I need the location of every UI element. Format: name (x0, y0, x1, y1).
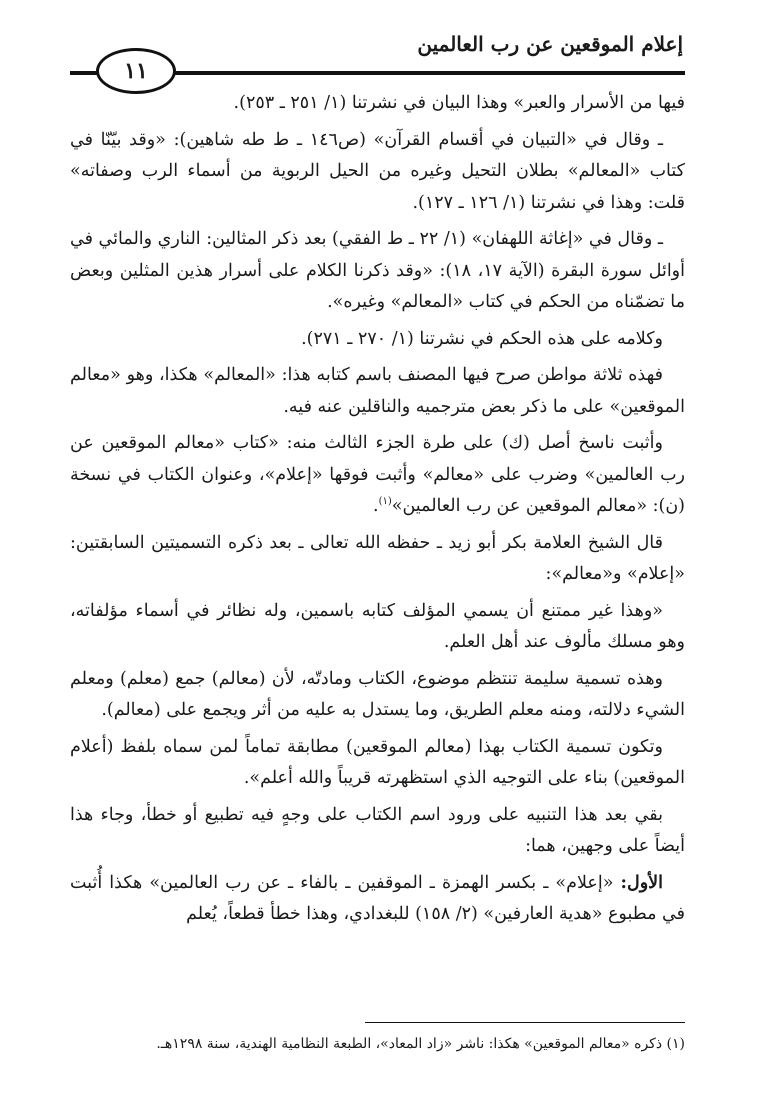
paragraph-7: قال الشيخ العلامة بكر أبو زيد ـ حفظه الله تعالى ـ بعد ذكره التسميتين السابقتين: «إعلام» و«معالم»: (70, 532, 685, 584)
paragraph-9: وهذه تسمية سليمة تنتظم موضوع، الكتاب ومادتّه، لأن (معالم) جمع (معلم) ومعلم الشيء دلالته، ومنه معلم الطريق، وما يستدل به عليه من أثر ويجمع على (معالم). (70, 668, 685, 720)
paragraph-8: «وهذا غير ممتنع أن يسمي المؤلف كتابه باسمين، وله نظائر في أسماء مؤلفاته، وهو مسلك مألوف عند أهل العلم. (70, 600, 685, 652)
paragraph-4: وكلامه على هذه الحكم في نشرتنا (١/ ٢٧٠ ـ ٢٧١). (301, 328, 663, 349)
first-label: الأول: (620, 872, 663, 893)
running-title: إعلام الموقعين عن رب العالمين (417, 32, 683, 56)
paragraph-6-text: وأثبت ناسخ أصل (ك) على طرة الجزء الثالث منه: «كتاب «معالم الموقعين عن رب العالمين» وضرب على «معالم» وأثبت فوقها «إعلام»، وعنوان الكتاب في نسخة (ن): «معالم الموقعين عن رب العالمين» (70, 433, 685, 516)
paragraph-10: وتكون تسمية الكتاب بهذا (معالم الموقعين) مطابقة تماماً لمن سماه بلفظ (أعلام الموقعين) بناء على التوجيه الذي استظهرته قريباً والله أعلم». (70, 736, 685, 788)
footnote-rule (365, 1022, 685, 1023)
paragraph-2: ـ وقال في «التبيان في أقسام القرآن» (ص١٤٦ ـ ط طه شاهين): «وقد بيّنّا في كتاب «المعالم» بطلان التحيل وغيره من الحيل الربوية من أسماء الرب وصفاته» قلت: وهذا في نشرتنا (١/ ١٢٦ ـ ١٢٧). (70, 129, 685, 213)
paragraph-12-text: «إعلام» ـ بكسر الهمزة ـ الموقفين ـ بالفاء ـ عن رب العالمين» هكذا أُثبت في مطبوع «هدية العارفين» (٢/ ١٥٨) للبغدادي، وهذا خطأ قطعاً، يُعلم (70, 872, 685, 924)
footnote: (١) ذكره «معالم الموقعين» هكذا: ناشر «زاد المعاد»، الطبعة النظامية الهندية، سنة ١٢٩٨هـ. (156, 1036, 685, 1052)
page-number: ١١ (96, 48, 176, 94)
paragraph-12 (70, 868, 685, 931)
paragraph-3: ـ وقال في «إغاثة اللهفان» (١/ ٢٢ ـ ط الفقي) بعد ذكر المثالين: الناري والمائي في أوائل سورة البقرة (الآية ١٧، ١٨): «وقد ذكرنا الكلام على أسرار هذين المثلين وبعض ما تضمّناه من الحكم في كتاب «المعالم» وغيره». (70, 229, 685, 312)
paragraph-1: فيها من الأسرار والعبر» وهذا البيان في نشرتنا (١/ ٢٥١ ـ ٢٥٣). (233, 93, 685, 113)
paragraph-5: فهذه ثلاثة مواطن صرح فيها المصنف باسم كتابه هذا: «المعالم» هكذا، وهو «معالم الموقعين» على ما ذكر بعض مترجميه والناقلين عنه فيه. (70, 365, 685, 417)
paragraph-11: بقي بعد هذا التنبيه على ورود اسم الكتاب على وجهٍ فيه تطبيع أو خطأ، وجاء هذا أيضاً على وجهين، هما: (70, 804, 685, 856)
body-text (70, 88, 685, 936)
paragraph-6 (70, 428, 685, 523)
footnote-marker[interactable]: (١) (378, 496, 392, 508)
paragraph-6-end: . (373, 496, 379, 516)
